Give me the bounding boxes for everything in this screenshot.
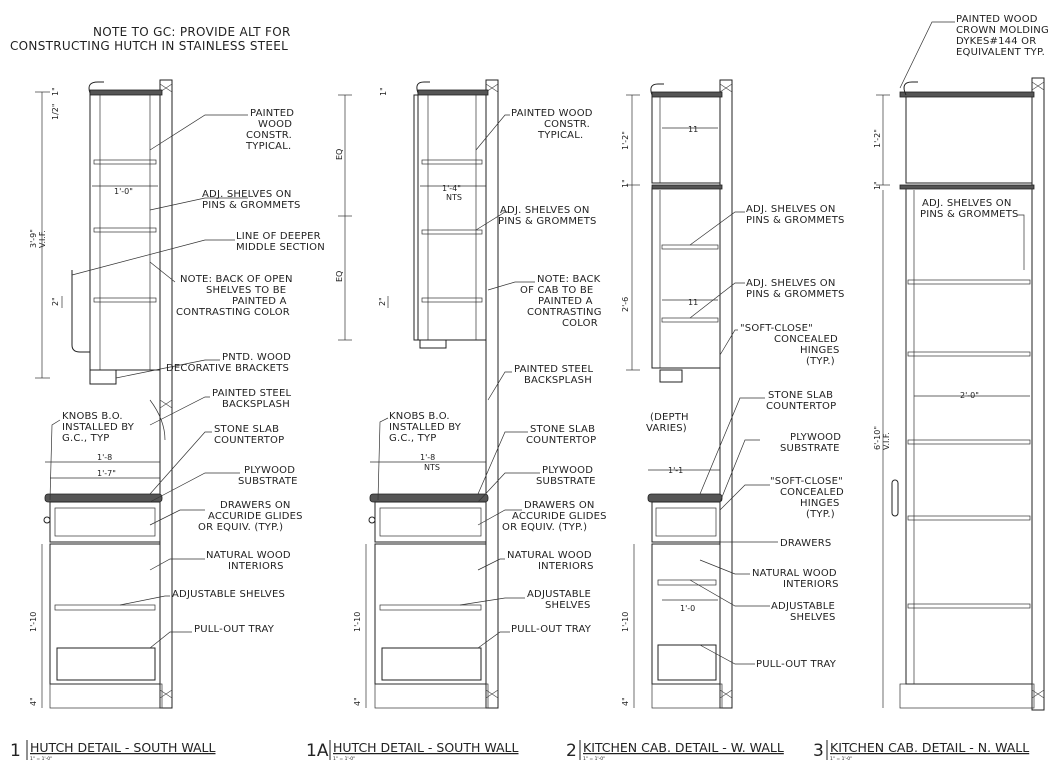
detail-2-label-adj2-2: PINS & GROMMETS — [746, 289, 845, 300]
detail-2-label-hinges-1: "SOFT-CLOSE" — [740, 323, 813, 334]
detail-1-crown — [90, 90, 162, 95]
detail-2-scale: 1" = 1'-0" — [583, 757, 606, 762]
detail-1-title: HUTCH DETAIL - SOUTH WALL — [30, 740, 216, 755]
detail-2-label-adj1-2: PINS & GROMMETS — [746, 215, 845, 226]
detail-2-w2-dim: 11 — [688, 298, 699, 307]
detail-3-shelf — [908, 352, 1030, 356]
detail-3-scale: 1" = 1'-0" — [830, 757, 853, 762]
detail-1-shelf — [94, 298, 156, 302]
detail-1-shelf — [94, 160, 156, 164]
detail-1-label-adj-2: PINS & GROMMETS — [202, 200, 301, 211]
detail-1-label-adjustable: ADJUSTABLE SHELVES — [172, 589, 286, 600]
detail-3-height-dim: 6'-10" — [873, 425, 882, 450]
detail-1-lower-dim: 1'-10 — [29, 611, 38, 632]
detail-3-upper-box — [906, 95, 1032, 183]
detail-1a-number: 1A — [306, 741, 329, 761]
detail-1a-one-inch: 1" — [379, 87, 388, 96]
detail-2-label-plywood-1: PLYWOOD — [790, 432, 842, 443]
detail-1-label-backsplash-2: BACKSPLASH — [222, 399, 290, 410]
detail-1-label-drawers-1: DRAWERS ON — [220, 500, 291, 511]
detail-2-pull-out-tray — [658, 645, 716, 680]
detail-1-two-inch: 2" — [51, 297, 60, 306]
detail-2-shelf — [658, 580, 716, 585]
detail-2-base-cabinet — [652, 544, 720, 684]
detail-1a-countertop — [370, 494, 488, 502]
detail-1a-label-adj-2: PINS & GROMMETS — [498, 216, 597, 227]
detail-1-depth-dim-1: 1'-8 — [97, 453, 113, 462]
detail-2-label-hinges2-3: HINGES — [800, 498, 840, 509]
detail-3-handle — [892, 480, 898, 516]
detail-1-label-knobs-2: INSTALLED BY — [62, 422, 135, 433]
detail-2-label-drawers: DRAWERS — [780, 538, 832, 549]
detail-1-label-adj-1: ADJ. SHELVES ON — [202, 189, 292, 200]
detail-2-label-tray: PULL-OUT TRAY — [756, 659, 837, 670]
detail-2-label-countertop-1: STONE SLAB — [768, 390, 834, 401]
detail-2-label-interiors-1: NATURAL WOOD — [752, 568, 837, 579]
detail-1-label-interiors-1: NATURAL WOOD — [206, 550, 291, 561]
detail-1a-shelf — [422, 160, 482, 164]
detail-1a-label-back-2: OF CAB TO BE — [520, 285, 594, 296]
detail-2-label-hinges2-4: (TYP.) — [806, 509, 835, 520]
detail-2-label-adjustable-2: SHELVES — [790, 612, 836, 623]
general-note — [10, 25, 291, 53]
detail-1-knob — [44, 517, 50, 523]
detail-3-label-adj-2: PINS & GROMMETS — [920, 209, 1019, 220]
detail-2-label-depth-2: VARIES) — [646, 423, 687, 434]
detail-1a-shelf — [422, 298, 482, 302]
detail-2-countertop — [648, 494, 722, 502]
detail-2-label-adj2-1: ADJ. SHELVES ON — [746, 278, 836, 289]
detail-1a-width-nts: NTS — [446, 193, 462, 202]
detail-1-half-inch: 1/2" — [51, 103, 60, 120]
detail-1a-label-adjustable-1: ADJUSTABLE — [527, 589, 592, 600]
detail-1-deeper-line — [72, 270, 90, 352]
detail-1-label-interiors-2: INTERIORS — [228, 561, 284, 572]
detail-2-kitchen-cab-west-wall — [566, 80, 845, 762]
detail-2-label-interiors-2: INTERIORS — [783, 579, 839, 590]
detail-1-label-plywood-1: PLYWOOD — [244, 465, 296, 476]
detail-1-base-cabinet — [50, 544, 160, 684]
detail-1a-label-drawers-2: ACCURIDE GLIDES — [512, 511, 607, 522]
detail-2-upper-dim: 1'-2" — [621, 131, 630, 150]
detail-1-countertop — [45, 494, 162, 502]
detail-3-shelf — [908, 280, 1030, 284]
detail-1a-label-countertop-2: COUNTERTOP — [526, 435, 597, 446]
detail-1-label-countertop-1: STONE SLAB — [214, 424, 280, 435]
detail-2-four-inch: 4" — [621, 697, 630, 706]
detail-1a-four-inch: 4" — [353, 697, 362, 706]
detail-1-four-inch: 4" — [29, 697, 38, 706]
detail-2-label-hinges-2: CONCEALED — [774, 334, 838, 345]
detail-1a-shelf — [422, 230, 482, 234]
detail-2-w1-dim: 11 — [688, 125, 699, 134]
detail-3-tall-cabinet — [906, 188, 1032, 684]
detail-1a-label-drawers-3: OR EQUIV. (TYP.) — [502, 522, 588, 533]
detail-3-shelf — [908, 604, 1030, 608]
detail-1-label-plywood-2: SUBSTRATE — [238, 476, 298, 487]
detail-1-shelf — [94, 228, 156, 232]
detail-3-label-crown-4: EQUIVALENT TYP. — [956, 47, 1046, 58]
detail-2-wall-cabinet — [652, 188, 720, 368]
detail-1a-label-painted-3: TYPICAL. — [538, 130, 584, 141]
detail-1a-label-back-1: NOTE: BACK — [537, 274, 601, 285]
detail-1a-label-back-4: CONTRASTING — [527, 307, 602, 318]
detail-1-label-knobs-1: KNOBS B.O. — [62, 411, 123, 422]
detail-2-number: 2 — [566, 741, 577, 761]
detail-1-hutch-box — [90, 93, 160, 370]
detail-1-label-painted-wood-4: TYPICAL. — [246, 141, 292, 152]
detail-2-label-depth-1: (DEPTH — [650, 412, 689, 423]
detail-1a-crown — [418, 90, 488, 95]
detail-1a-title: HUTCH DETAIL - SOUTH WALL — [333, 740, 519, 755]
detail-2-label-hinges-3: HINGES — [800, 345, 840, 356]
detail-3-crown — [900, 92, 1034, 97]
detail-2-label-adj1-1: ADJ. SHELVES ON — [746, 204, 836, 215]
detail-1-hutch-south-wall — [10, 80, 325, 762]
detail-1a-label-back-3: PAINTED A — [538, 296, 593, 307]
detail-1-pull-out-tray — [57, 648, 155, 680]
detail-1-label-brackets-2: DECORATIVE BRACKETS — [166, 363, 290, 374]
detail-1-toe-kick — [50, 684, 162, 708]
detail-3-shelf — [908, 440, 1030, 444]
detail-2-label-hinges2-2: CONCEALED — [780, 487, 844, 498]
detail-1-height-dim: 3'-9" — [29, 229, 38, 248]
detail-1a-label-plywood-1: PLYWOOD — [542, 465, 594, 476]
detail-1a-pull-out-tray — [382, 648, 481, 680]
detail-1a-label-plywood-2: SUBSTRATE — [536, 476, 596, 487]
detail-1-width-dim: 1'-0" — [114, 187, 133, 196]
detail-1-bracket — [90, 370, 116, 384]
detail-3-vif: V.I.F. — [882, 432, 891, 450]
detail-1a-label-drawers-1: DRAWERS ON — [524, 500, 595, 511]
detail-1a-label-painted-1: PAINTED WOOD — [511, 108, 593, 119]
detail-1-number: 1 — [10, 741, 21, 761]
detail-1a-lower-dim: 1'-10 — [353, 611, 362, 632]
detail-1a-shelf — [380, 605, 481, 610]
detail-1-label-tray: PULL-OUT TRAY — [194, 624, 275, 635]
detail-2-label-hinges-4: (TYP.) — [806, 356, 835, 367]
detail-1-label-knobs-3: G.C., TYP — [62, 433, 110, 444]
detail-1-label-painted-wood-2: WOOD — [258, 119, 293, 130]
detail-3-title: KITCHEN CAB. DETAIL - N. WALL — [830, 740, 1030, 755]
detail-1a-label-adjustable-2: SHELVES — [545, 600, 591, 611]
detail-2-shelf — [662, 245, 718, 249]
detail-3-label-adj-1: ADJ. SHELVES ON — [922, 198, 1012, 209]
detail-1-shelf — [55, 605, 155, 610]
detail-2-lower-dim: 1'-10 — [621, 611, 630, 632]
detail-1-wall — [160, 80, 172, 708]
detail-2-upper-box — [652, 95, 720, 183]
detail-1a-label-back-5: COLOR — [562, 318, 598, 329]
detail-3-width-dim: 2'-0" — [960, 391, 979, 400]
detail-1-label-brackets-1: PNTD. WOOD — [222, 352, 292, 363]
detail-1a-label-backsplash-1: PAINTED STEEL — [514, 364, 594, 375]
detail-3-label-crown-1: PAINTED WOOD — [956, 14, 1038, 25]
detail-1-one-inch: 1" — [51, 87, 60, 96]
detail-1-labels — [62, 108, 325, 635]
detail-2-label-plywood-2: SUBSTRATE — [780, 443, 840, 454]
detail-1-label-deeper-2: MIDDLE SECTION — [236, 242, 325, 253]
detail-1-vif: V.I.F. — [38, 230, 47, 248]
detail-1a-depth-dim: 1'-8 — [420, 453, 436, 462]
detail-2-one-inch: 1" — [621, 179, 630, 188]
detail-1-label-painted-wood-1: PAINTED — [250, 108, 295, 119]
detail-2-label-countertop-2: COUNTERTOP — [766, 401, 837, 412]
detail-1a-two-inch: 2" — [378, 297, 387, 306]
detail-1a-label-backsplash-2: BACKSPLASH — [524, 375, 592, 386]
detail-1-label-drawers-3: OR EQUIV. (TYP.) — [198, 522, 284, 533]
detail-3-upper-dim: 1'-2" — [873, 129, 882, 148]
detail-1a-depth-nts: NTS — [424, 463, 440, 472]
detail-1-scale: 1" = 1'-0" — [30, 757, 53, 762]
general-note-line-1: NOTE TO GC: PROVIDE ALT FOR — [93, 25, 291, 39]
detail-2-w3-dim: 1'-0 — [680, 604, 696, 613]
detail-3-label-crown-3: DYKES#144 OR — [956, 36, 1037, 47]
detail-2-mid-dim: 2'-6 — [621, 296, 630, 312]
detail-1a-label-painted-2: CONSTR. — [544, 119, 590, 130]
detail-1a-label-adj-1: ADJ. SHELVES ON — [500, 205, 590, 216]
detail-1a-knob — [369, 517, 375, 523]
detail-1-label-back-2: SHELVES TO BE — [206, 285, 287, 296]
detail-3-wall — [1032, 78, 1044, 710]
detail-1-label-deeper-1: LINE OF DEEPER — [236, 231, 321, 242]
detail-1a-label-knobs-3: G.C., TYP — [389, 433, 437, 444]
detail-1a-base-cabinet — [375, 544, 486, 684]
detail-1a-side-panel — [414, 95, 418, 340]
detail-2-label-hinges2-1: "SOFT-CLOSE" — [770, 476, 843, 487]
detail-2-label-adjustable-1: ADJUSTABLE — [771, 601, 836, 612]
detail-2-depth-dim: 1'-1 — [668, 466, 684, 475]
detail-3-label-crown-2: CROWN MOLDING — [956, 25, 1049, 36]
detail-1-label-back-1: NOTE: BACK OF OPEN — [180, 274, 293, 285]
detail-1-label-drawers-2: ACCURIDE GLIDES — [208, 511, 303, 522]
detail-1a-bracket — [420, 340, 446, 348]
detail-1-label-countertop-2: COUNTERTOP — [214, 435, 285, 446]
detail-3-one-inch: 1" — [873, 181, 882, 190]
detail-1a-label-knobs-1: KNOBS B.O. — [389, 411, 450, 422]
detail-1a-width-dim: 1'-4" — [442, 184, 461, 193]
detail-3-number: 3 — [813, 741, 824, 761]
detail-1-label-back-4: CONTRASTING COLOR — [176, 307, 290, 318]
detail-1-depth-dim-2: 1'-7" — [97, 469, 116, 478]
detail-1-label-backsplash-1: PAINTED STEEL — [212, 388, 292, 399]
detail-1a-label-knobs-2: INSTALLED BY — [389, 422, 462, 433]
detail-1a-label-interiors-1: NATURAL WOOD — [507, 550, 592, 561]
detail-1-label-back-3: PAINTED A — [232, 296, 287, 307]
detail-1a-label-tray: PULL-OUT TRAY — [511, 624, 592, 635]
detail-1a-eq-upper: EQ — [335, 148, 344, 160]
detail-1a-scale: 1" = 1'-0" — [333, 757, 356, 762]
detail-1a-label-countertop-1: STONE SLAB — [530, 424, 596, 435]
detail-1a-hutch-south-wall — [306, 80, 607, 762]
general-note-line-2: CONSTRUCTING HUTCH IN STAINLESS STEEL — [10, 39, 289, 53]
detail-3-kitchen-cab-north-wall — [813, 14, 1049, 762]
detail-2-wall — [720, 80, 732, 708]
detail-3-shelf — [908, 516, 1030, 520]
detail-1-label-painted-wood-3: CONSTR. — [246, 130, 292, 141]
detail-2-title: KITCHEN CAB. DETAIL - W. WALL — [583, 740, 784, 755]
detail-1a-eq-lower: EQ — [335, 270, 344, 282]
detail-2-shelf — [662, 318, 718, 322]
detail-1a-label-interiors-2: INTERIORS — [538, 561, 594, 572]
